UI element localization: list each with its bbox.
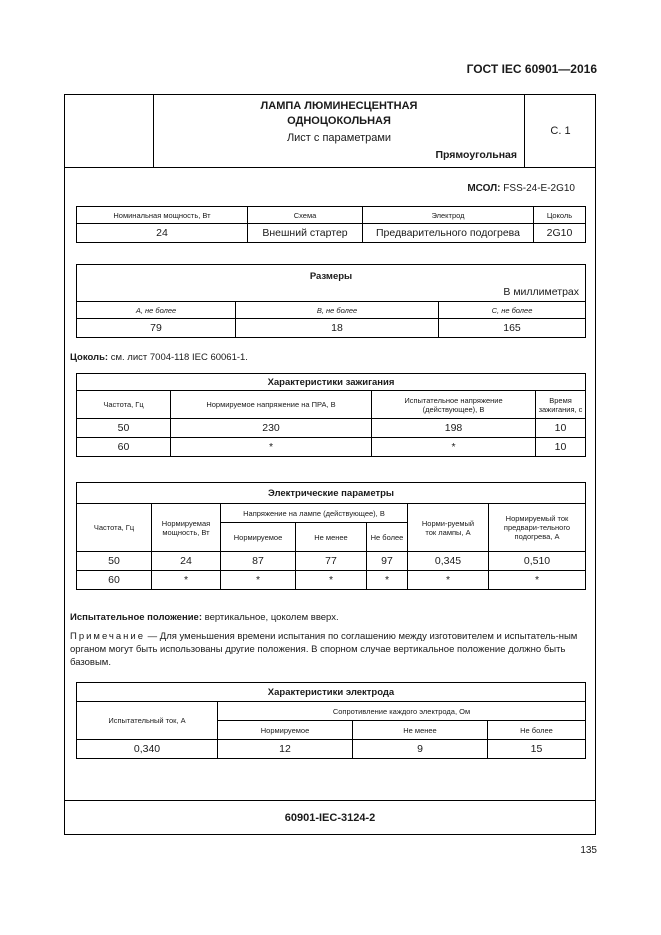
table-cell: * [296, 571, 367, 590]
table-cell: 10 [536, 419, 586, 438]
sheet-subtitle: Прямоугольная [435, 149, 517, 161]
test-position [70, 612, 339, 623]
electrode-title: Характеристики электрода [77, 683, 586, 702]
table-cell: 15 [488, 740, 586, 759]
table-header: Не более [367, 523, 408, 552]
dimensions-unit: В миллиметрах [503, 286, 579, 298]
table-header: Нормируемое [218, 721, 353, 740]
sheet-header [65, 95, 595, 168]
table-cell: 50 [77, 552, 152, 571]
mcol-value: FSS-24-E-2G10 [503, 183, 575, 194]
table-cell: 0,510 [489, 552, 586, 571]
table-header: Нормируемое напряжение на ПРА, В [171, 391, 372, 419]
note-label: Примечание [70, 631, 145, 642]
dimensions-table [76, 264, 586, 338]
table-cell: * [489, 571, 586, 590]
standard-number: ГОСТ IEC 60901—2016 [466, 62, 597, 76]
table-cell: 2G10 [534, 224, 586, 243]
data-sheet-frame [64, 94, 596, 835]
note-paragraph [70, 630, 592, 669]
table-cell: 77 [296, 552, 367, 571]
sheet-number: С. 1 [524, 95, 596, 167]
header-left-cell [65, 95, 154, 167]
table-cell: 0,345 [408, 552, 489, 571]
table-header: Не менее [353, 721, 488, 740]
table-header: Испытательный ток, А [77, 702, 218, 740]
table-cell: 50 [77, 419, 171, 438]
table-cell: * [372, 438, 536, 457]
table-header: Частота, Гц [77, 504, 152, 552]
page-number: 135 [580, 845, 597, 856]
table-cell: * [152, 571, 221, 590]
table-cell: * [367, 571, 408, 590]
table-cell: * [171, 438, 372, 457]
table-cell: 0,340 [77, 740, 218, 759]
table-header: Номинальная мощность, Вт [77, 207, 248, 224]
table-header: Время зажигания, с [536, 391, 586, 419]
base-reference [70, 352, 248, 363]
table-cell: 18 [236, 319, 439, 338]
electrode-table [76, 682, 586, 759]
table-header: Напряжение на лампе (действующее), В [221, 504, 408, 523]
electrical-table [76, 482, 586, 590]
table-cell: * [221, 571, 296, 590]
ignition-table [76, 373, 586, 457]
table-header: C, не более [439, 302, 586, 319]
table-header: Цоколь [534, 207, 586, 224]
table-header: Не менее [296, 523, 367, 552]
table-cell: 9 [353, 740, 488, 759]
note-text: — Для уменьшения времени испытания по соглашению между изготовителем и испытатель-ным органом могут быть использованы другие положения. В спорном случае вертикальное положение должно быть базовым. [70, 631, 578, 668]
test-position-label: Испытательное положение: [70, 612, 202, 623]
table-cell: 79 [77, 319, 236, 338]
electrical-title: Электрические параметры [77, 483, 586, 504]
table-header: Норми-руемый ток лампы, А [408, 504, 489, 552]
table-cell: 87 [221, 552, 296, 571]
table-header: Нормируемый ток предвари-тельного подогрева, А [489, 504, 586, 552]
mcol-label: МСОЛ: [467, 183, 501, 194]
table-header: Сопротивление каждого электрода, Ом [218, 702, 586, 721]
table-cell: Внешний стартер [248, 224, 363, 243]
sheet-title-line1: ЛАМПА ЛЮМИНЕСЦЕНТНАЯ [260, 100, 418, 112]
table-cell: 60 [77, 571, 152, 590]
table-header: Не более [488, 721, 586, 740]
base-text: см. лист 7004-118 IEC 60061-1. [110, 352, 248, 363]
table-header: B, не более [236, 302, 439, 319]
table-cell: 10 [536, 438, 586, 457]
table-header: Частота, Гц [77, 391, 171, 419]
table-header: Нормируемая мощность, Вт [152, 504, 221, 552]
table-cell: 165 [439, 319, 586, 338]
ignition-title: Характеристики зажигания [77, 374, 586, 391]
table-cell: 97 [367, 552, 408, 571]
table-cell: 12 [218, 740, 353, 759]
table-cell: 24 [152, 552, 221, 571]
dimensions-title: Размеры [309, 271, 353, 282]
table-cell: * [408, 571, 489, 590]
sheet-footer [65, 800, 595, 836]
table-cell: Предварительного подогрева [363, 224, 534, 243]
table-header: Электрод [363, 207, 534, 224]
sheet-code: 60901-IEC-3124-2 [284, 812, 376, 824]
table-header: Испытательное напряжение (действующее), В [372, 391, 536, 419]
test-position-text: вертикальное, цоколем вверх. [204, 612, 339, 623]
table-cell: 198 [372, 419, 536, 438]
sheet-title-line3: Лист с параметрами [286, 132, 392, 144]
base-label: Цоколь: [70, 352, 109, 363]
mcol-designation [467, 183, 575, 194]
lamp-basic-table [76, 206, 586, 243]
table-cell: 24 [77, 224, 248, 243]
table-cell: 230 [171, 419, 372, 438]
dimensions-title-cell [77, 265, 586, 302]
table-cell: 60 [77, 438, 171, 457]
table-header: Схема [248, 207, 363, 224]
table-header: A, не более [77, 302, 236, 319]
table-header: Нормируемое [221, 523, 296, 552]
sheet-title-line2: ОДНОЦОКОЛЬНАЯ [287, 115, 391, 127]
